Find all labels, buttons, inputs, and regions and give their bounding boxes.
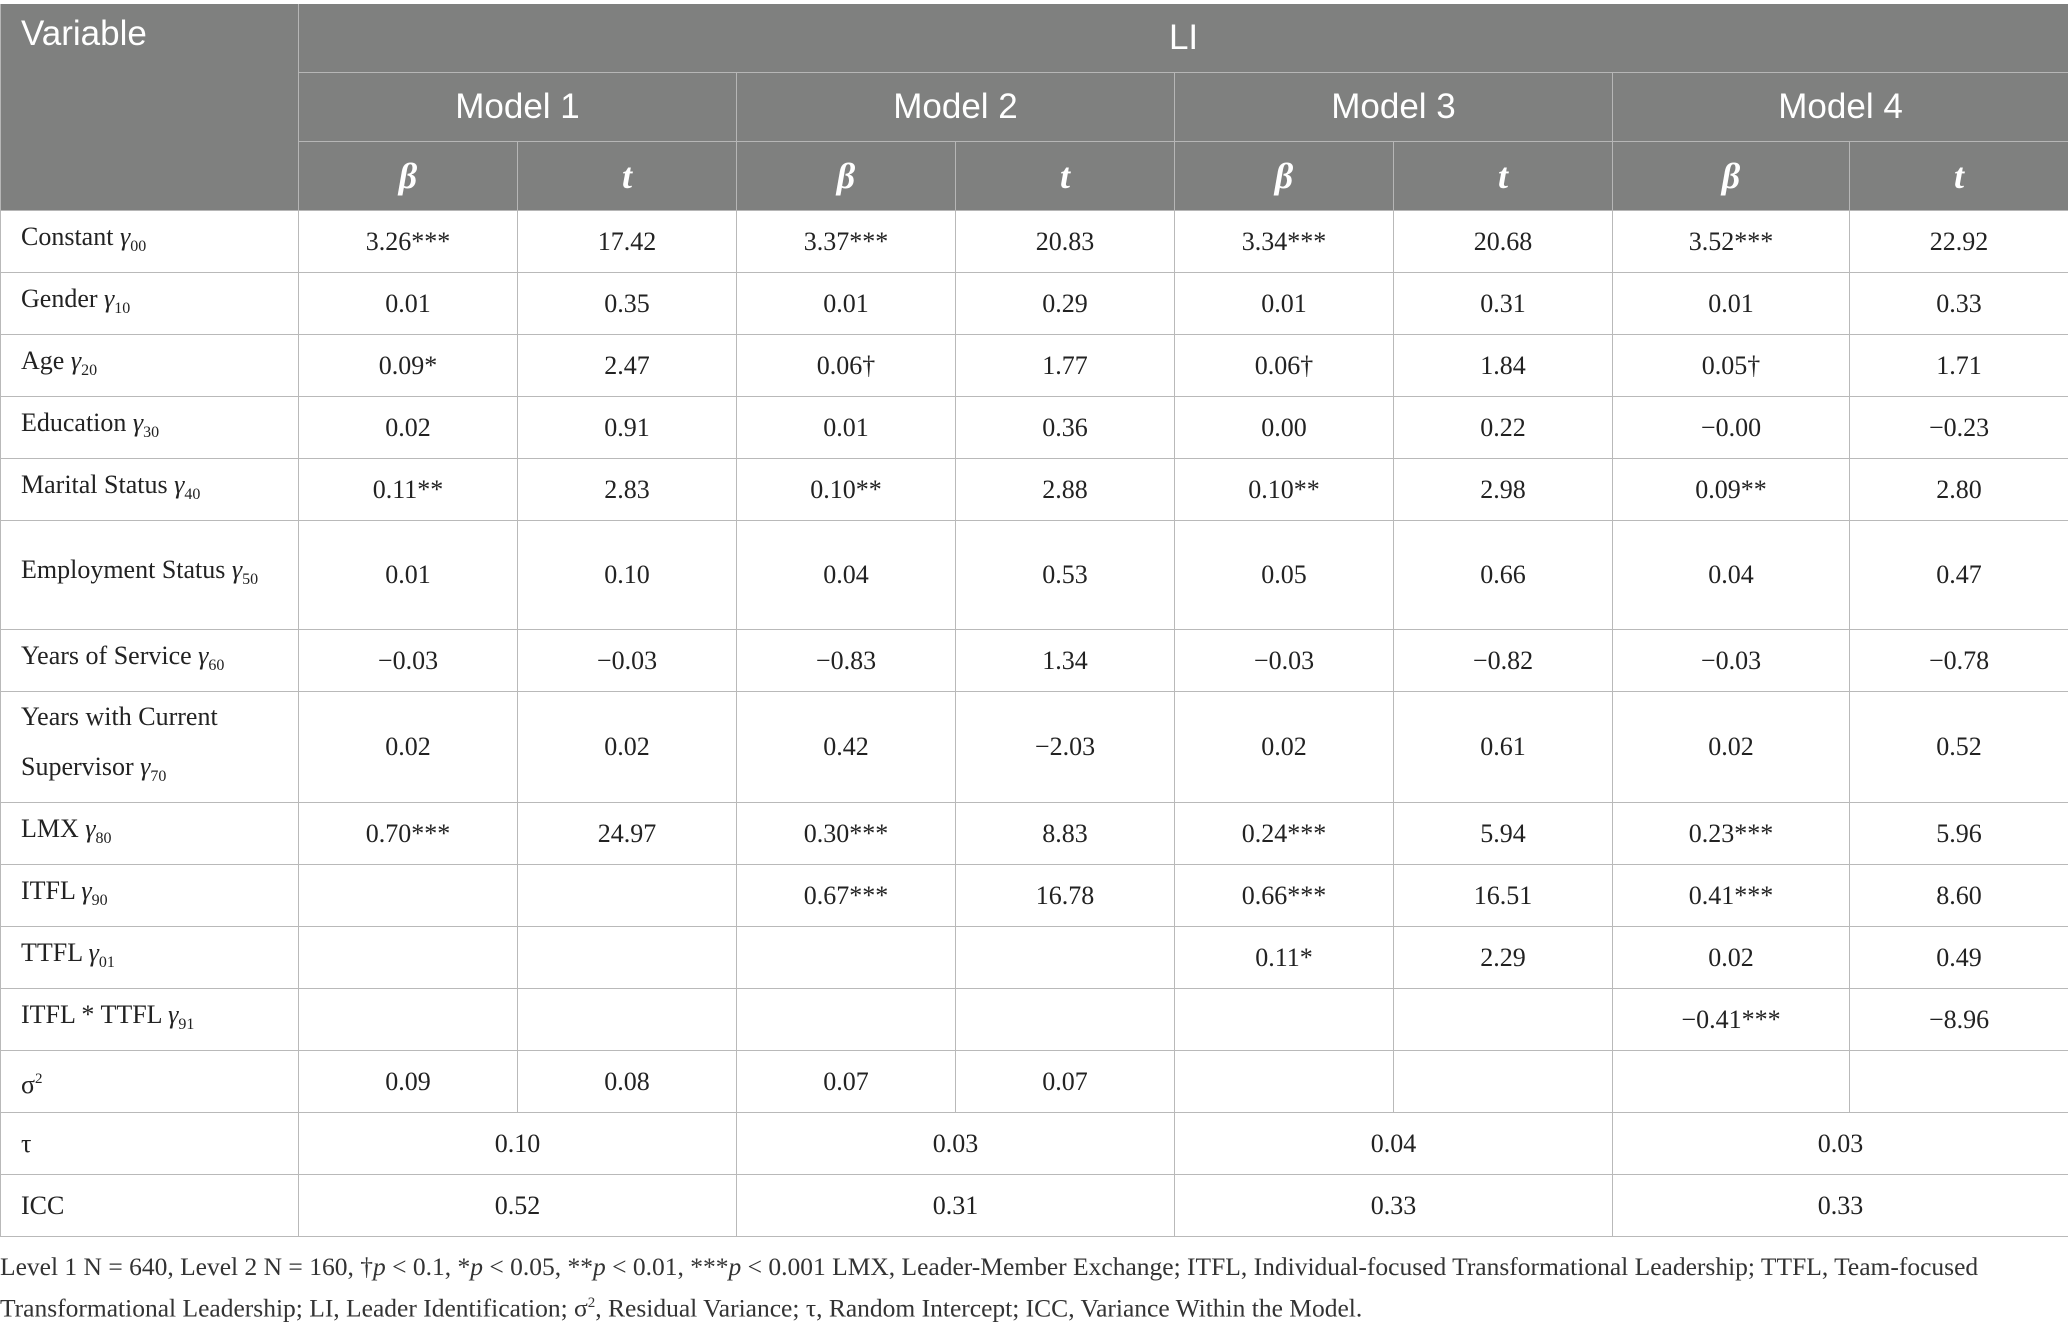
table-cell: −0.03 — [1613, 630, 1850, 692]
table-cell: 3.34*** — [1175, 211, 1394, 273]
header-t: t — [1850, 142, 2068, 211]
row-label: ITFL $\gamma_{90}$ — [1, 865, 299, 927]
table-cell: 0.22 — [1394, 397, 1613, 459]
table-row — [1, 927, 2068, 989]
table-cell: 2.83 — [518, 459, 737, 521]
table-cell: 0.02 — [299, 397, 518, 459]
table-cell: 0.01 — [1175, 273, 1394, 335]
table-cell — [518, 927, 737, 989]
table-cell: −8.96 — [1850, 989, 2068, 1051]
header-group-li: LI — [299, 4, 2068, 73]
row-label: ICC — [1, 1175, 299, 1237]
table-cell — [1394, 989, 1613, 1051]
row-label: Education $\gamma_{30}$ — [1, 397, 299, 459]
table-row — [1, 692, 2068, 803]
table-cell — [737, 927, 956, 989]
table-cell: 0.31 — [737, 1175, 1175, 1237]
table-row — [1, 1175, 2068, 1237]
table-cell: 0.33 — [1850, 273, 2068, 335]
row-label: Gender $\gamma_{10}$ — [1, 273, 299, 335]
table-row — [1, 273, 2068, 335]
header-beta: β — [1175, 142, 1394, 211]
table-cell: 2.80 — [1850, 459, 2068, 521]
table-cell: 0.47 — [1850, 521, 2068, 630]
table-cell: 0.07 — [737, 1051, 956, 1113]
table-row — [1, 865, 2068, 927]
table-cell: −0.78 — [1850, 630, 2068, 692]
table-cell: 0.10 — [299, 1113, 737, 1175]
table-cell — [737, 989, 956, 1051]
header-t: t — [518, 142, 737, 211]
table-cell: 1.34 — [956, 630, 1175, 692]
table-cell: 0.09** — [1613, 459, 1850, 521]
header-t: t — [956, 142, 1175, 211]
table-cell: 0.01 — [737, 397, 956, 459]
table-cell: 0.09 — [299, 1051, 518, 1113]
table-cell: 2.29 — [1394, 927, 1613, 989]
table-cell: 20.68 — [1394, 211, 1613, 273]
regression-table — [0, 4, 2068, 1237]
header-model-2: Model 2 — [737, 73, 1175, 142]
table-row — [1, 335, 2068, 397]
table-cell: 2.88 — [956, 459, 1175, 521]
row-label: τ — [1, 1113, 299, 1175]
table-cell: 0.30*** — [737, 803, 956, 865]
table-cell: 0.00 — [1175, 397, 1394, 459]
table-cell — [299, 865, 518, 927]
table-cell: −0.03 — [299, 630, 518, 692]
table-cell: −0.82 — [1394, 630, 1613, 692]
table-cell: 0.10 — [518, 521, 737, 630]
table-cell: 0.24*** — [1175, 803, 1394, 865]
table-cell: 0.49 — [1850, 927, 2068, 989]
table-cell: 0.33 — [1175, 1175, 1613, 1237]
row-label: $\sigma^2$ — [1, 1051, 299, 1113]
row-label: TTFL $\gamma_{01}$ — [1, 927, 299, 989]
table-row — [1, 1113, 2068, 1175]
table-cell: −2.03 — [956, 692, 1175, 803]
table-cell: 24.97 — [518, 803, 737, 865]
table-cell: 0.05† — [1613, 335, 1850, 397]
table-cell: 0.52 — [299, 1175, 737, 1237]
table-cell: 0.52 — [1850, 692, 2068, 803]
table-cell: 0.05 — [1175, 521, 1394, 630]
table-cell: 0.01 — [299, 273, 518, 335]
header-beta: β — [737, 142, 956, 211]
table-cell — [1850, 1051, 2068, 1113]
table-row — [1, 989, 2068, 1051]
table-cell: 0.01 — [1613, 273, 1850, 335]
table-cell — [1394, 1051, 1613, 1113]
table-cell: 2.98 — [1394, 459, 1613, 521]
header-beta: β — [1613, 142, 1850, 211]
table-cell: 0.08 — [518, 1051, 737, 1113]
header-model-3: Model 3 — [1175, 73, 1613, 142]
table-cell: 0.03 — [737, 1113, 1175, 1175]
table-body — [1, 211, 2068, 1237]
table-cell: 0.02 — [518, 692, 737, 803]
header-model-1: Model 1 — [299, 73, 737, 142]
table-cell: 0.61 — [1394, 692, 1613, 803]
table-cell — [299, 927, 518, 989]
table-cell: 5.94 — [1394, 803, 1613, 865]
table-cell: 0.29 — [956, 273, 1175, 335]
table-cell — [299, 989, 518, 1051]
table-cell: 0.01 — [299, 521, 518, 630]
header-beta: β — [299, 142, 518, 211]
table-cell — [518, 865, 737, 927]
table-cell — [1175, 989, 1394, 1051]
table-cell: 0.02 — [299, 692, 518, 803]
table-cell: 17.42 — [518, 211, 737, 273]
table-cell: 16.51 — [1394, 865, 1613, 927]
table-cell: 0.53 — [956, 521, 1175, 630]
table-row — [1, 521, 2068, 630]
table-cell: 1.77 — [956, 335, 1175, 397]
table-cell: 0.31 — [1394, 273, 1613, 335]
row-label: Employment Status $\gamma_{50}$ — [1, 521, 299, 630]
table-row — [1, 211, 2068, 273]
table-cell: 0.10** — [737, 459, 956, 521]
table-cell: 20.83 — [956, 211, 1175, 273]
table-cell: 0.02 — [1613, 692, 1850, 803]
table-cell — [1175, 1051, 1394, 1113]
table-cell — [518, 989, 737, 1051]
table-cell: 1.84 — [1394, 335, 1613, 397]
table-cell: 0.06† — [1175, 335, 1394, 397]
table-header — [1, 4, 2068, 211]
table-cell: 0.36 — [956, 397, 1175, 459]
table-row — [1, 459, 2068, 521]
table-cell: 0.42 — [737, 692, 956, 803]
table-cell: 8.60 — [1850, 865, 2068, 927]
header-variable: Variable — [1, 4, 299, 211]
table-cell — [1613, 1051, 1850, 1113]
table-row — [1, 1051, 2068, 1113]
table-cell: −0.23 — [1850, 397, 2068, 459]
table-cell: 0.66*** — [1175, 865, 1394, 927]
table-cell — [956, 989, 1175, 1051]
table-row — [1, 630, 2068, 692]
table-cell: −0.03 — [1175, 630, 1394, 692]
table-cell: 0.04 — [1175, 1113, 1613, 1175]
table-cell: 5.96 — [1850, 803, 2068, 865]
table-cell: 0.70*** — [299, 803, 518, 865]
table-footnote: Level 1 N = 640, Level 2 N = 160, †p < 0.1, *p < 0.05, **p < 0.01, ***p < 0.001 LMX, Leader-Member Exchange; ITFL, Individual-focused Transformational Leadership; TTFL, Team-focused Transformational Leadership; LI, Leader Identification; $\sigma^2$, Residual Variance; τ, Random Intercept; ICC, Variance Within the Model. — [0, 1252, 1979, 1323]
table-cell: 0.41*** — [1613, 865, 1850, 927]
table-row — [1, 397, 2068, 459]
table-cell: 0.06† — [737, 335, 956, 397]
row-label: Constant $\gamma_{00}$ — [1, 211, 299, 273]
table-cell: 8.83 — [956, 803, 1175, 865]
table-cell: 3.52*** — [1613, 211, 1850, 273]
table-cell: 0.01 — [737, 273, 956, 335]
table-cell: 0.04 — [1613, 521, 1850, 630]
table-cell: −0.83 — [737, 630, 956, 692]
table-cell: 0.66 — [1394, 521, 1613, 630]
table-cell: 0.91 — [518, 397, 737, 459]
table-cell: −0.41*** — [1613, 989, 1850, 1051]
table-cell: 3.26*** — [299, 211, 518, 273]
table-cell: 0.02 — [1613, 927, 1850, 989]
table-row — [1, 803, 2068, 865]
table-cell: 0.35 — [518, 273, 737, 335]
header-t: t — [1394, 142, 1613, 211]
table-cell: 2.47 — [518, 335, 737, 397]
table-cell: 0.07 — [956, 1051, 1175, 1113]
row-label: ITFL * TTFL $\gamma_{91}$ — [1, 989, 299, 1051]
row-label: Marital Status $\gamma_{40}$ — [1, 459, 299, 521]
table-cell: 1.71 — [1850, 335, 2068, 397]
table-cell: −0.03 — [518, 630, 737, 692]
table-cell: 3.37*** — [737, 211, 956, 273]
row-label: Age $\gamma_{20}$ — [1, 335, 299, 397]
table-cell: −0.00 — [1613, 397, 1850, 459]
table-cell: 0.09* — [299, 335, 518, 397]
table-cell: 0.10** — [1175, 459, 1394, 521]
row-label: Years of Service $\gamma_{60}$ — [1, 630, 299, 692]
table-cell: 22.92 — [1850, 211, 2068, 273]
table-cell: 0.04 — [737, 521, 956, 630]
row-label: LMX $\gamma_{80}$ — [1, 803, 299, 865]
table-cell — [956, 927, 1175, 989]
table-cell: 0.11* — [1175, 927, 1394, 989]
table-cell: 0.33 — [1613, 1175, 2068, 1237]
table-cell: 0.67*** — [737, 865, 956, 927]
table-cell: 16.78 — [956, 865, 1175, 927]
header-model-4: Model 4 — [1613, 73, 2068, 142]
table-cell: 0.03 — [1613, 1113, 2068, 1175]
table-cell: 0.11** — [299, 459, 518, 521]
row-label: Years with Current Supervisor $\gamma_{70}$ — [1, 692, 299, 803]
table-cell: 0.02 — [1175, 692, 1394, 803]
table-cell: 0.23*** — [1613, 803, 1850, 865]
